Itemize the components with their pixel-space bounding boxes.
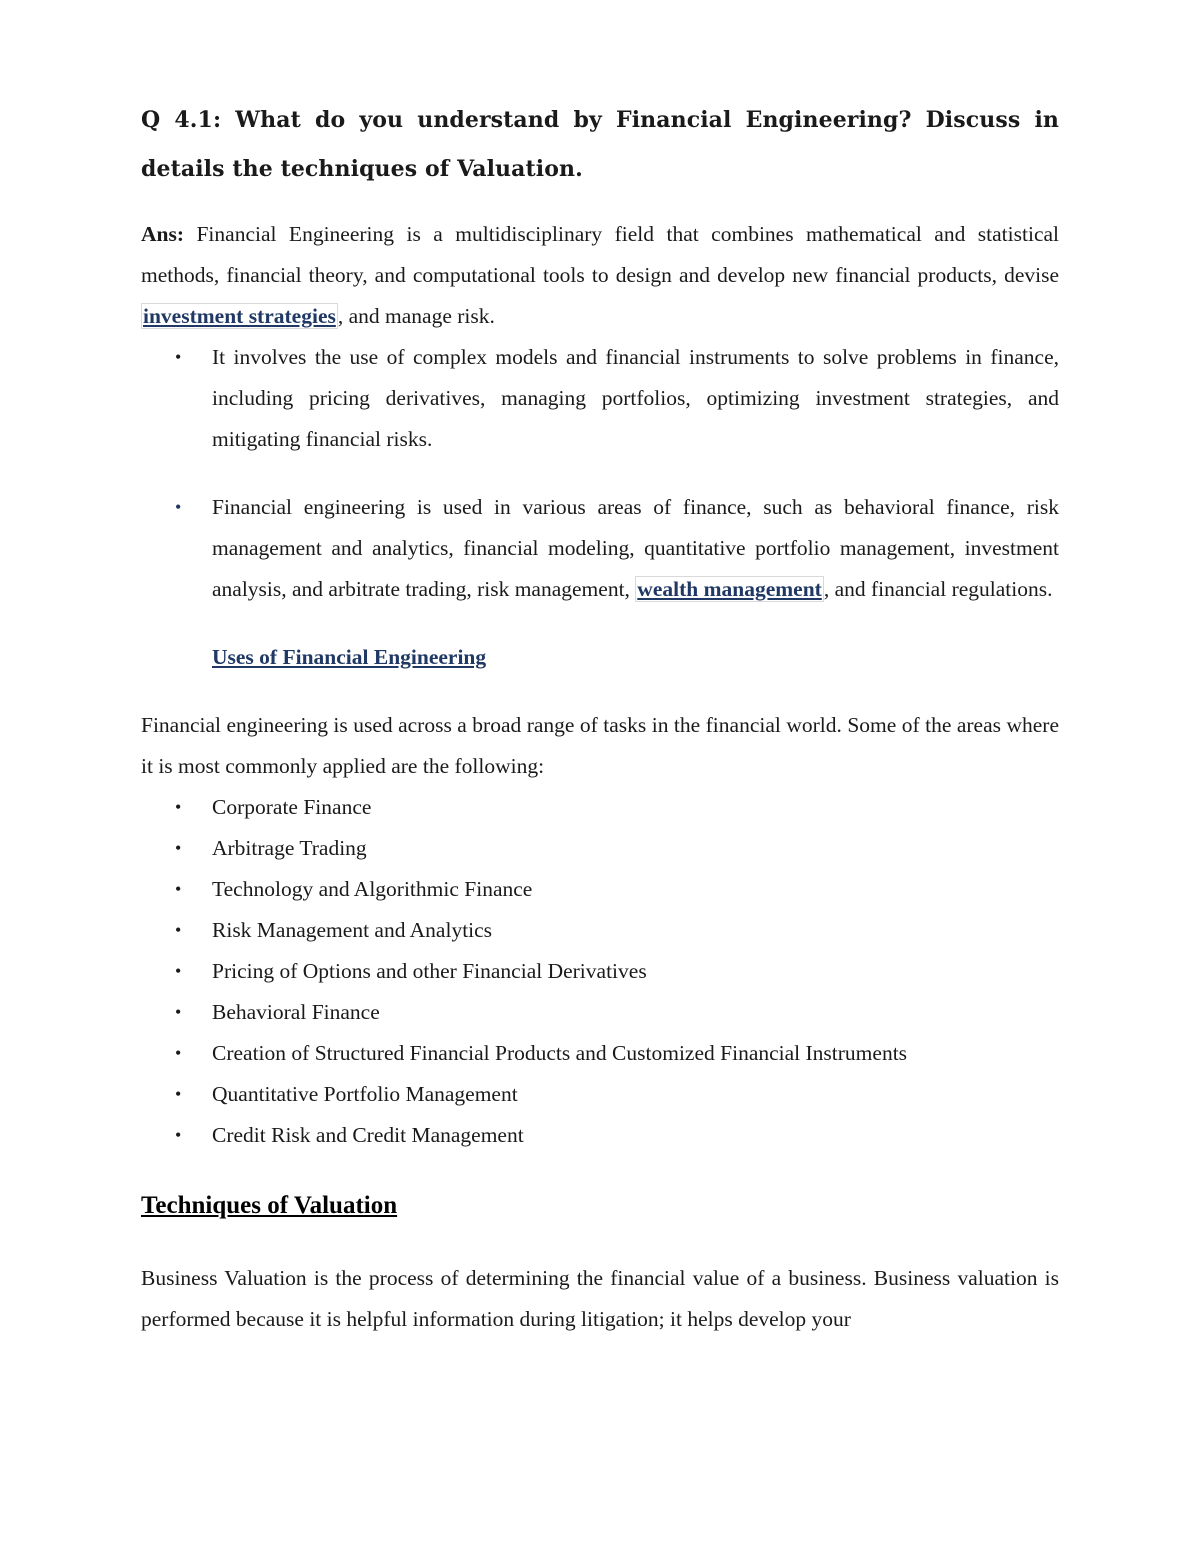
investment-strategies-link[interactable]: investment strategies [143, 304, 336, 328]
answer-paragraph [141, 214, 1059, 337]
list-item [141, 487, 1059, 610]
list-item-text: Pricing of Options and other Financial Derivatives [212, 959, 647, 983]
bullet-text: It involves the use of complex models and financial instruments to solve problems in finance, including pricing derivatives, managing portfolios, optimizing investment strategies, and mitigating financial risks. [212, 345, 1059, 451]
answer-text-start: Financial Engineering is a multidisciplinary field that combines mathematical and statistical methods, financial theory, and computational tools to design and develop new financial products, devise [141, 222, 1059, 287]
valuation-intro-paragraph: Business Valuation is the process of determining the financial value of a business. Business valuation is performed because it is helpful information during litigation; it helps develop your [141, 1266, 1059, 1331]
list-item-text: Quantitative Portfolio Management [212, 1082, 518, 1106]
document-page [141, 96, 1059, 1340]
list-item [141, 1074, 1059, 1115]
list-item-text: Creation of Structured Financial Products and Customized Financial Instruments [212, 1041, 908, 1065]
list-item [141, 1033, 1059, 1074]
main-bullet-list [141, 337, 1059, 610]
bullet-icon: • [175, 838, 182, 858]
list-item [141, 1115, 1059, 1156]
bullet-text-start: Financial engineering is used in various areas of finance, such as behavioral finance, risk management and analytics, financial modeling, quantitative portfolio management, investment analysis, and arbitrate trading, risk management, [212, 495, 1059, 601]
bullet-icon: • [175, 1043, 182, 1063]
uses-intro-paragraph: Financial engineering is used across a broad range of tasks in the financial world. Some of the areas where it is most commonly applied are the following: [141, 713, 1059, 778]
list-item [141, 951, 1059, 992]
valuation-heading: Techniques of Valuation [141, 1192, 398, 1219]
list-item-text: Risk Management and Analytics [212, 918, 493, 942]
uses-list [141, 787, 1059, 1156]
list-item-text: Corporate Finance [212, 795, 372, 819]
list-item-text: Technology and Algorithmic Finance [212, 877, 533, 901]
wealth-management-link[interactable]: wealth management [637, 577, 822, 601]
bullet-icon: • [175, 961, 182, 981]
bullet-text-end: , and financial regulations. [823, 577, 1053, 601]
answer-label: Ans: [141, 222, 185, 246]
bullet-icon: • [175, 1002, 182, 1022]
list-item [141, 337, 1059, 460]
list-item-text: Arbitrage Trading [212, 836, 367, 860]
list-item [141, 787, 1059, 828]
uses-heading[interactable]: Uses of Financial Engineering [212, 645, 487, 669]
list-item [141, 992, 1059, 1033]
bullet-icon: • [175, 797, 182, 817]
bullet-icon: • [175, 1084, 182, 1104]
list-item [141, 910, 1059, 951]
bullet-icon: • [175, 497, 182, 517]
list-item [141, 869, 1059, 910]
list-item-text: Credit Risk and Credit Management [212, 1123, 524, 1147]
list-item [141, 828, 1059, 869]
bullet-icon: • [175, 879, 182, 899]
list-item-text: Behavioral Finance [212, 1000, 380, 1024]
bullet-icon: • [175, 1125, 182, 1145]
bullet-icon: • [175, 920, 182, 940]
bullet-icon: • [175, 347, 182, 367]
question-heading: Q 4.1: What do you understand by Financial Engineering? Discuss in details the techniques of Valuation. [141, 107, 1059, 182]
answer-text-end: , and manage risk. [337, 304, 495, 328]
